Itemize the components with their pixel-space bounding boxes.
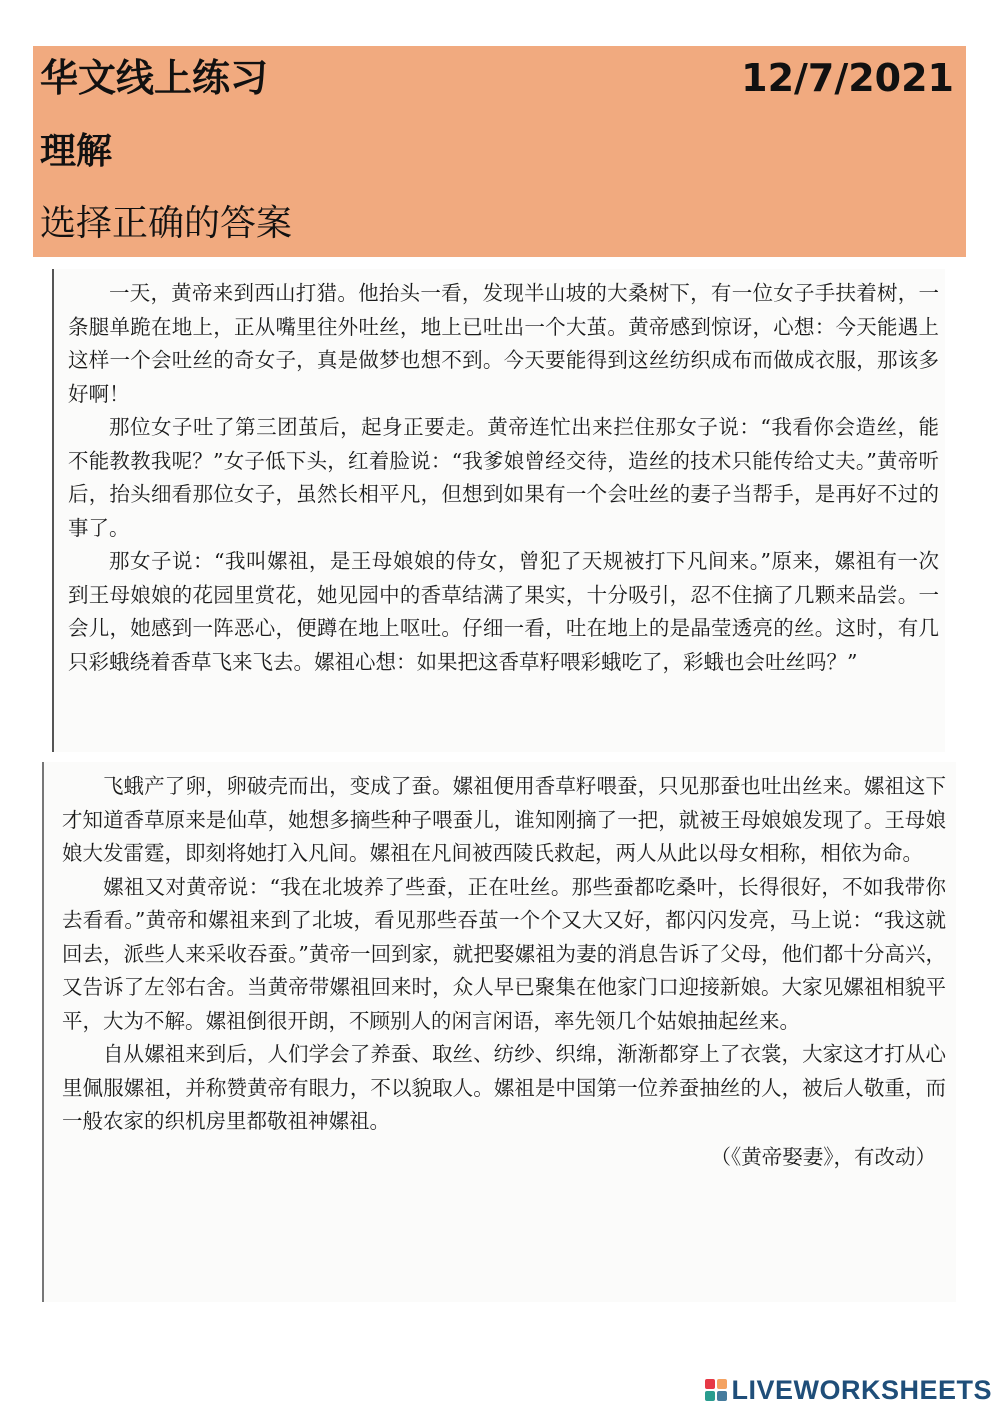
liveworksheets-brand <box>705 1375 992 1405</box>
section-heading: 理解 <box>40 131 113 172</box>
passage-paragraph: 自从嫘祖来到后，人们学会了养蚕、取丝、纺纱、织绵，渐渐都穿上了衣裳，大家这才打从心里佩服嫘祖，并称赞黄帝有眼力，不以貌取人。嫘祖是中国第一位养蚕抽丝的人，被后人敬重，而一般农家的织机房里都敬祖神嫘祖。 <box>62 1042 946 1133</box>
passage-source: （《黄帝娶妻》，有改动） <box>710 1144 936 1169</box>
reading-passage-part-2 <box>42 762 956 1302</box>
worksheet-header <box>33 46 966 257</box>
reading-passage-part-1 <box>52 269 945 752</box>
passage-paragraph: 嫘祖又对黄帝说：“我在北坡养了些蚕，正在吐丝。那些蚕都吃桑叶，长得很好，不如我带你去看看。”黄帝和嫘祖来到了北坡，看见那些吞茧一个个又大又好，都闪闪发亮，马上说：“我这就回去，派些人来采收吞蚕。”黄帝一回到家，就把娶嫘祖为妻的消息告诉了父母，他们都十分高兴，又告诉了左邻右舍。当黄帝带嫘祖回来时，众人早已聚集在他家门口迎接新娘。大家见嫘祖相貌平平，大为不解。嫘祖倒很开朗，不顾别人的闲言闲语，率先领几个姑娘抽起丝来。 <box>62 874 946 1033</box>
passage-paragraph: 那女子说：“我叫嫘祖，是王母娘娘的侍女，曾犯了天规被打下凡间来。”原来，嫘祖有一次到王母娘娘的花园里赏花，她见园中的香草结满了果实，十分吸引，忍不住摘了几颗来品尝。一会儿，她感到一阵恶心，便蹲在地上呕吐。仔细一看，吐在地上的是晶莹透亮的丝。这时，有几只彩蛾绕着香草飞来飞去。嫘祖心想：如果把这香草籽喂彩蛾吃了，彩蛾也会吐丝吗？” <box>68 549 939 674</box>
passage-paragraph: 一天，黄帝来到西山打猎。他抬头一看，发现半山坡的大桑树下，有一位女子手扶着树，一条腿单跪在地上，正从嘴里往外吐丝，地上已吐出一个大茧。黄帝感到惊讶，心想：今天能遇上这样一个会吐丝的奇女子，真是做梦也想不到。今天要能得到这丝纺织成布而做成衣服，那该多好啊！ <box>68 281 939 406</box>
worksheet-title: 华文线上练习 <box>40 56 269 100</box>
instruction-text: 选择正确的答案 <box>40 203 293 244</box>
brand-name: LIVEWORKSHEETS <box>731 1374 992 1405</box>
liveworksheets-logo-icon <box>705 1379 727 1401</box>
passage-paragraph: 飞蛾产了卵，卵破壳而出，变成了蚕。嫘祖便用香草籽喂蚕，只见那蚕也吐出丝来。嫘祖这下才知道香草原来是仙草，她想多摘些种子喂蚕儿，谁知刚摘了一把，就被王母娘娘发现了。王母娘娘大发雷霆，即刻将她打入凡间。嫘祖在凡间被西陵氏救起，两人从此以母女相称，相依为命。 <box>62 774 946 865</box>
worksheet-date: 12/7/2021 <box>741 56 954 100</box>
passage-paragraph: 那位女子吐了第三团茧后，起身正要走。黄帝连忙出来拦住那女子说：“我看你会造丝，能不能教教我呢？”女子低下头，红着脸说：“我爹娘曾经交待，造丝的技术只能传给丈夫。”黄帝听后，抬头细看那位女子，虽然长相平凡，但想到如果有一个会吐丝的妻子当帮手，是再好不过的事了。 <box>68 415 939 540</box>
